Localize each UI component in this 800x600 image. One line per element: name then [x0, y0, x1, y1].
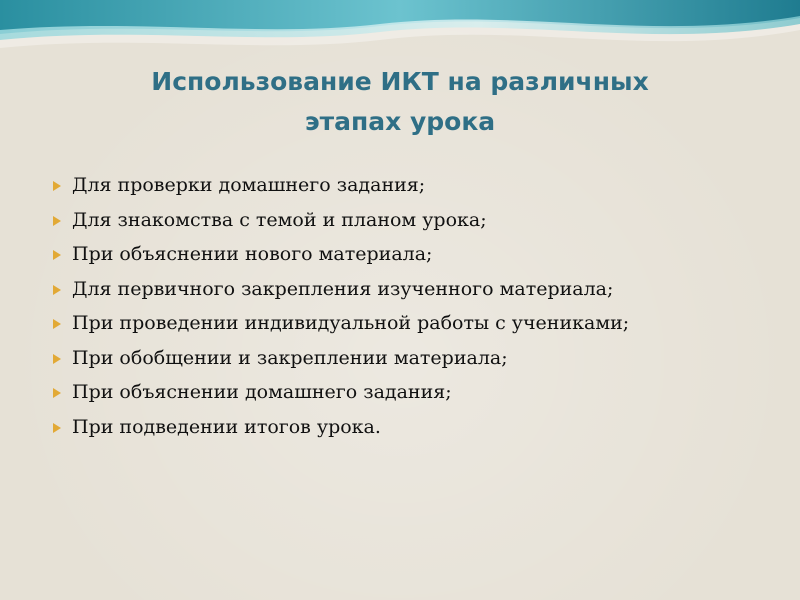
bullet-text: Для первичного закрепления изученного материала; — [72, 277, 614, 300]
bullet-item — [50, 276, 746, 303]
bullet-item — [50, 379, 746, 406]
top-wave-decoration — [0, 0, 800, 60]
triangle-bullet-icon — [51, 345, 63, 371]
bullet-text: При подведении итогов урока. — [72, 415, 381, 438]
bullet-item — [50, 310, 746, 337]
triangle-bullet-icon — [51, 207, 63, 233]
bullet-text: При объяснении нового материала; — [72, 243, 433, 265]
bullet-text: При проведении индивидуальной работы с учениками; — [72, 312, 630, 334]
bullet-item — [50, 172, 746, 199]
bullet-item — [50, 207, 746, 234]
slide-title — [60, 62, 740, 142]
slide-title-line-2: этапах урока — [304, 107, 496, 136]
bullet-text: Для знакомства с темой и планом урока; — [72, 208, 487, 231]
triangle-bullet-icon — [51, 414, 63, 440]
bullet-text: При объяснении домашнего задания; — [72, 381, 452, 403]
triangle-bullet-icon — [51, 172, 63, 198]
bullet-item — [50, 345, 746, 372]
bullet-list — [50, 172, 746, 448]
slide-title-line-1: Использование ИКТ на различных — [151, 67, 649, 96]
triangle-bullet-icon — [51, 310, 63, 336]
triangle-bullet-icon — [51, 379, 63, 405]
triangle-bullet-icon — [51, 241, 63, 267]
bullet-text: При обобщении и закреплении материала; — [72, 346, 508, 369]
bullet-item — [50, 241, 746, 268]
triangle-bullet-icon — [51, 276, 63, 302]
bullet-item — [50, 414, 746, 441]
bullet-text: Для проверки домашнего задания; — [72, 174, 426, 196]
